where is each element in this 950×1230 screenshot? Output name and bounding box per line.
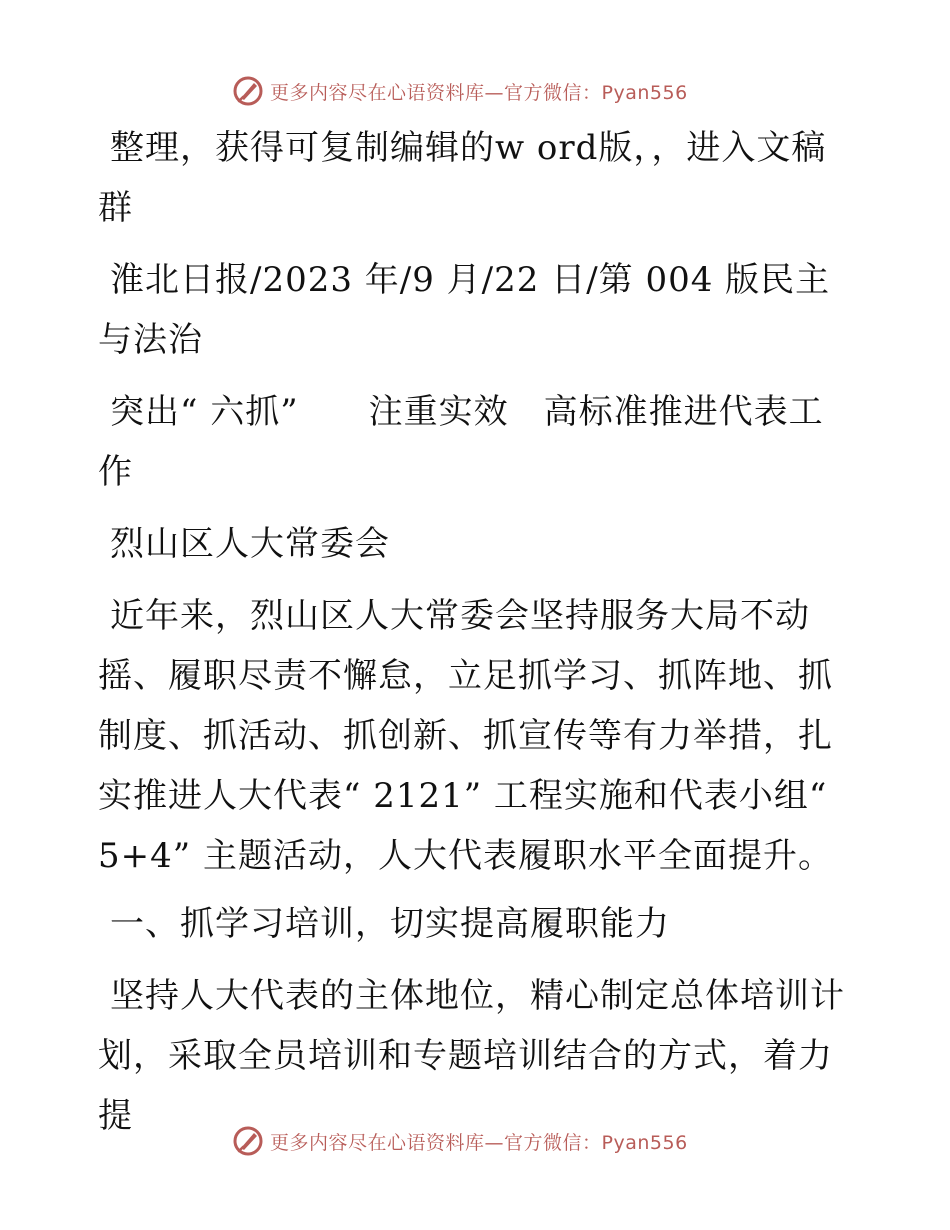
quill-pen-seal-icon (232, 75, 264, 107)
watermark-top (232, 74, 688, 108)
watermark-text: 更多内容尽在心语资料库—官方微信：Pyan556 (270, 81, 688, 104)
author-line: 烈山区人大常委会 (110, 524, 390, 564)
body-paragraph-2: 坚持人大代表的主体地位，精心制定总体培训计划，采取全员培训和专题培训结合的方式，着力提 (98, 976, 845, 1136)
quill-pen-seal-icon (232, 1125, 264, 1157)
section-heading-1: 一、抓学习培训，切实提高履职能力 (110, 904, 670, 944)
document-body (98, 118, 858, 1154)
article-title: 突出“ 六抓” 注重实效 高标准推进代表工作 (98, 392, 824, 492)
intro-note: 整理，获得可复制编辑的w ord版，，进入文稿群 (98, 128, 827, 228)
watermark-text: 更多内容尽在心语资料库—官方微信：Pyan556 (270, 1131, 688, 1154)
body-paragraph-1: 近年来，烈山区人大常委会坚持服务大局不动摇、履职尽责不懈怠，立足抓学习、抓阵地、抓制度、抓活动、抓创新、抓宣传等有力举措，扎实推进人大代表“ 2121” 工程实施和代表小组“ 5+4” 主题活动，人大代表履职水平全面提升。 (98, 596, 833, 876)
watermark-bottom (232, 1124, 688, 1158)
source-line: 淮北日报/2023 年/9 月/22 日/第 004 版民主与法治 (98, 260, 831, 360)
